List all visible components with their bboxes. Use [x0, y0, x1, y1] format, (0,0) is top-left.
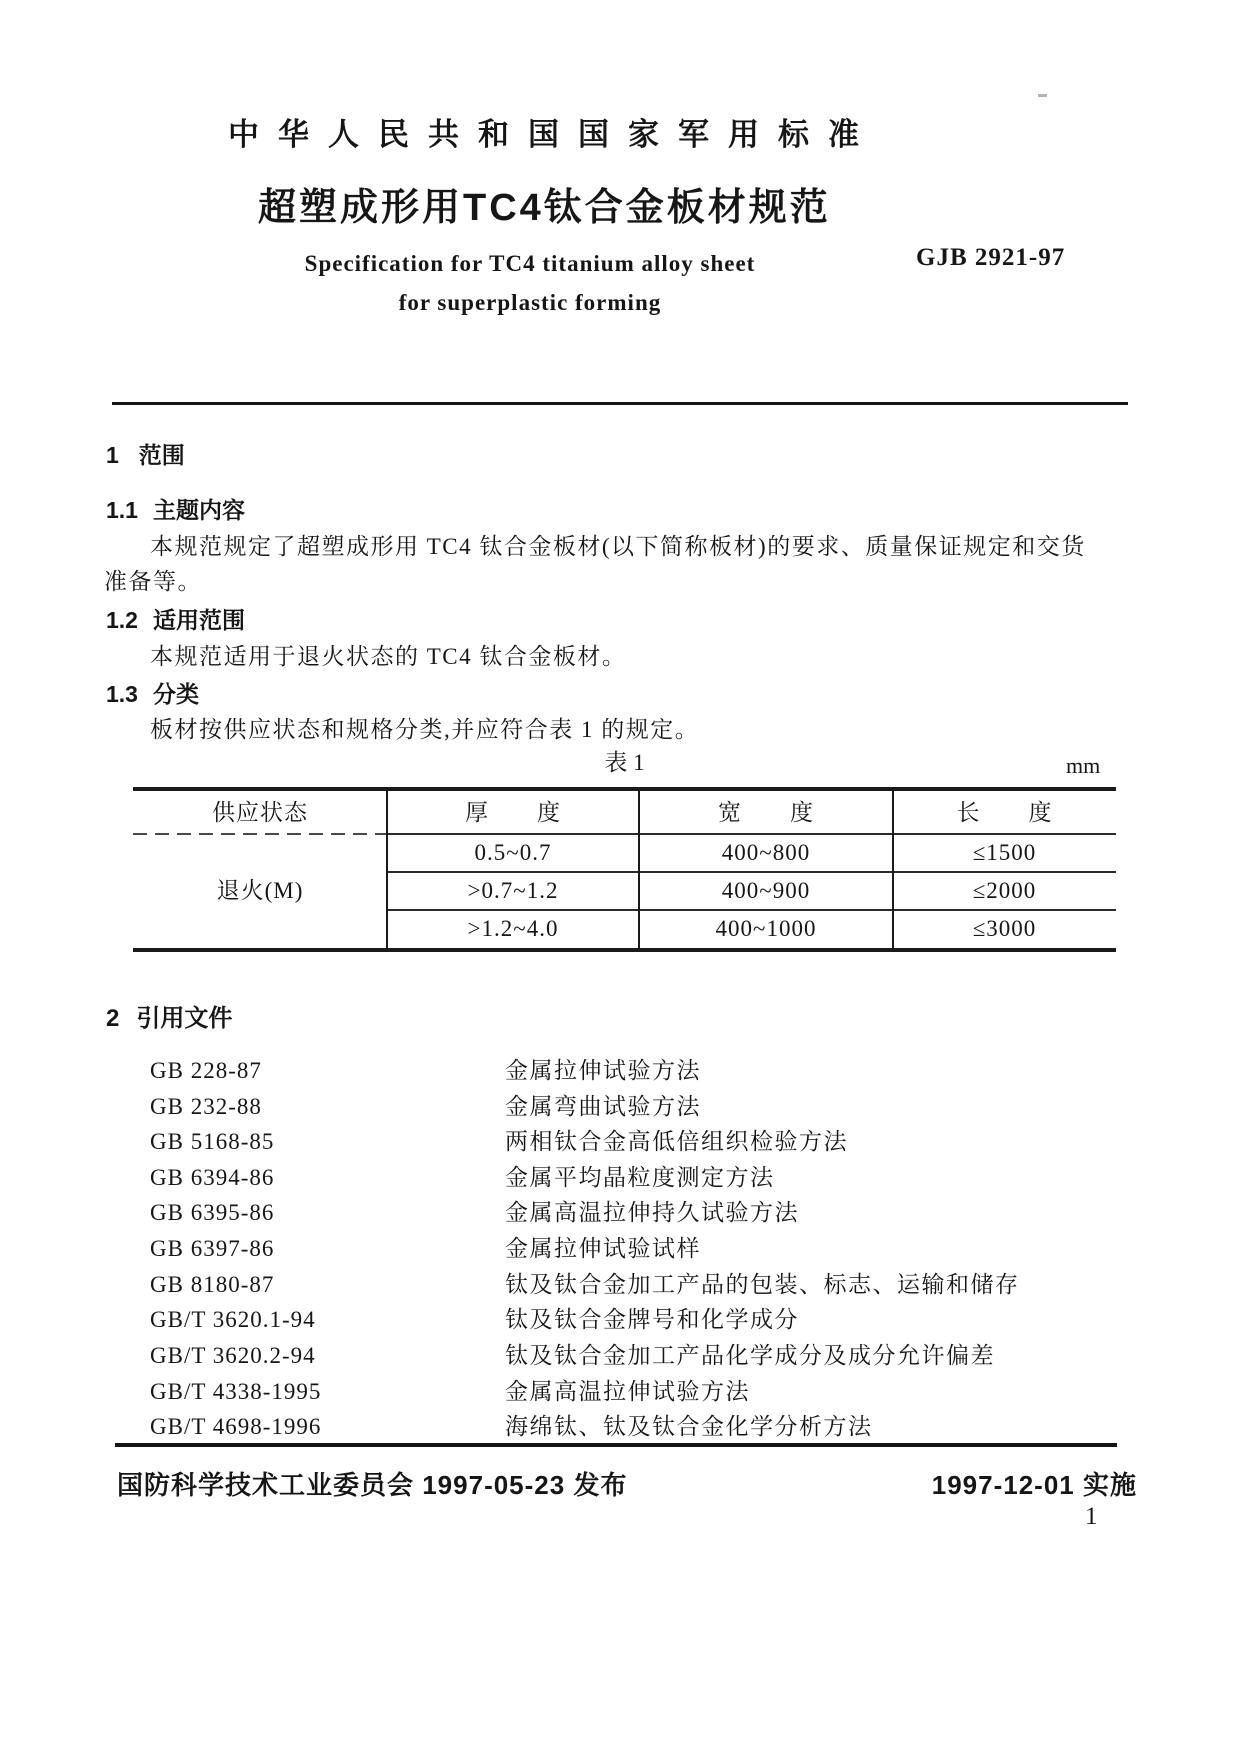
table-header-separator-right: [387, 833, 1116, 835]
footer-issued-by: 国防科学技术工业委员会 1997-05-23 发布: [117, 1470, 628, 1500]
table-cell-length-1: ≤1500: [972, 840, 1037, 865]
reference-title: 金属拉伸试验方法: [505, 1058, 701, 1083]
header-divider-rule: [112, 402, 1128, 405]
reference-code: GB 5168-85: [150, 1129, 275, 1154]
english-title-line1: Specification for TC4 titanium alloy sheet: [304, 251, 756, 276]
reference-code: GB 6394-86: [150, 1165, 275, 1190]
table-cell-thickness-3: >1.2~4.0: [467, 916, 559, 941]
english-title-line2: for superplastic forming: [398, 290, 662, 315]
footer-effective-date: 1997-12-01 实施: [931, 1470, 1137, 1500]
reference-title: 钛及钛合金加工产品化学成分及成分允许偏差: [505, 1343, 995, 1368]
standard-series-title: 中华人民共和国国家军用标准: [228, 117, 878, 152]
page-number: 1: [1085, 1503, 1098, 1530]
reference-code: GB 232-88: [150, 1094, 262, 1119]
table-cell-thickness-2: >0.7~1.2: [467, 878, 559, 903]
reference-title: 金属拉伸试验试样: [505, 1236, 701, 1261]
table-cell-width-3: 400~1000: [715, 916, 817, 941]
table-unit-label: mm: [1066, 753, 1101, 778]
section-1-3-heading: [106, 681, 199, 709]
section-2-title: 引用文件: [136, 1005, 233, 1032]
reference-code: GB 8180-87: [150, 1272, 275, 1297]
table-header-thickness: 厚 度: [465, 800, 561, 825]
applicability-paragraph: 本规范适用于退火状态的 TC4 钛合金板材。: [150, 644, 627, 669]
section-1-3-number: 1.3: [106, 681, 138, 707]
table-cell-supply-state: 退火(M): [216, 878, 304, 903]
reference-title: 钛及钛合金牌号和化学成分: [505, 1307, 799, 1332]
reference-title: 钛及钛合金加工产品的包装、标志、运输和储存: [505, 1272, 1020, 1297]
section-1-1-heading: [106, 497, 245, 525]
reference-title: 金属平均晶粒度测定方法: [505, 1165, 775, 1190]
scan-artifact-mark: [1038, 94, 1047, 97]
page-title: 超塑成形用TC4钛合金板材规范: [258, 187, 831, 229]
scope-paragraph-line2: 准备等。: [104, 569, 202, 594]
reference-title: 海绵钛、钛及钛合金化学分析方法: [505, 1414, 873, 1439]
table-row-separator-1: [387, 871, 1116, 873]
section-1-2-heading: [106, 607, 245, 635]
reference-code: GB/T 3620.1-94: [150, 1307, 316, 1332]
table-1: [133, 787, 1116, 952]
reference-title: 金属高温拉伸持久试验方法: [505, 1200, 799, 1225]
section-1-2-number: 1.2: [106, 607, 138, 633]
reference-code: GB 6395-86: [150, 1200, 275, 1225]
section-1-1-title: 主题内容: [152, 497, 245, 523]
reference-code: GB 6397-86: [150, 1236, 275, 1261]
reference-code: GB 228-87: [150, 1058, 262, 1083]
table-header-supply-state: 供应状态: [212, 800, 308, 825]
table-border-top: [133, 787, 1116, 791]
standard-number: GJB 2921-97: [916, 244, 1066, 271]
table-cell-thickness-1: 0.5~0.7: [474, 840, 552, 865]
reference-code: GB/T 4698-1996: [150, 1414, 322, 1439]
table-header-separator-left: [133, 833, 387, 835]
reference-title: 金属高温拉伸试验方法: [505, 1379, 750, 1404]
table-row-separator-2: [387, 909, 1116, 911]
table-cell-length-3: ≤3000: [972, 916, 1037, 941]
section-1-1-number: 1.1: [106, 497, 138, 523]
table-cell-width-2: 400~900: [721, 878, 811, 903]
scope-paragraph-line1: 本规范规定了超塑成形用 TC4 钛合金板材(以下简称板材)的要求、质量保证规定和交货: [150, 534, 1086, 559]
table-caption: 表 1: [604, 750, 645, 775]
section-2-heading: [106, 1005, 232, 1034]
section-1-3-title: 分类: [152, 681, 199, 707]
table-header-length: 长 度: [956, 800, 1053, 825]
reference-title: 金属弯曲试验方法: [505, 1094, 701, 1119]
section-2-number: 2: [106, 1005, 120, 1032]
footer-divider-rule: [115, 1443, 1117, 1447]
classification-paragraph: 板材按供应状态和规格分类,并应符合表 1 的规定。: [150, 717, 700, 742]
section-1-title: 范围: [138, 442, 185, 468]
reference-code: GB/T 3620.2-94: [150, 1343, 316, 1368]
section-1-heading: [106, 442, 185, 470]
table-header-width: 宽 度: [718, 800, 814, 825]
reference-code: GB/T 4338-1995: [150, 1379, 322, 1404]
section-1-number: 1: [106, 442, 119, 468]
reference-title: 两相钛合金高低倍组织检验方法: [505, 1129, 848, 1154]
section-1-2-title: 适用范围: [152, 607, 245, 633]
table-border-bottom: [133, 948, 1116, 952]
table-cell-length-2: ≤2000: [972, 878, 1037, 903]
table-cell-width-1: 400~800: [721, 840, 811, 865]
